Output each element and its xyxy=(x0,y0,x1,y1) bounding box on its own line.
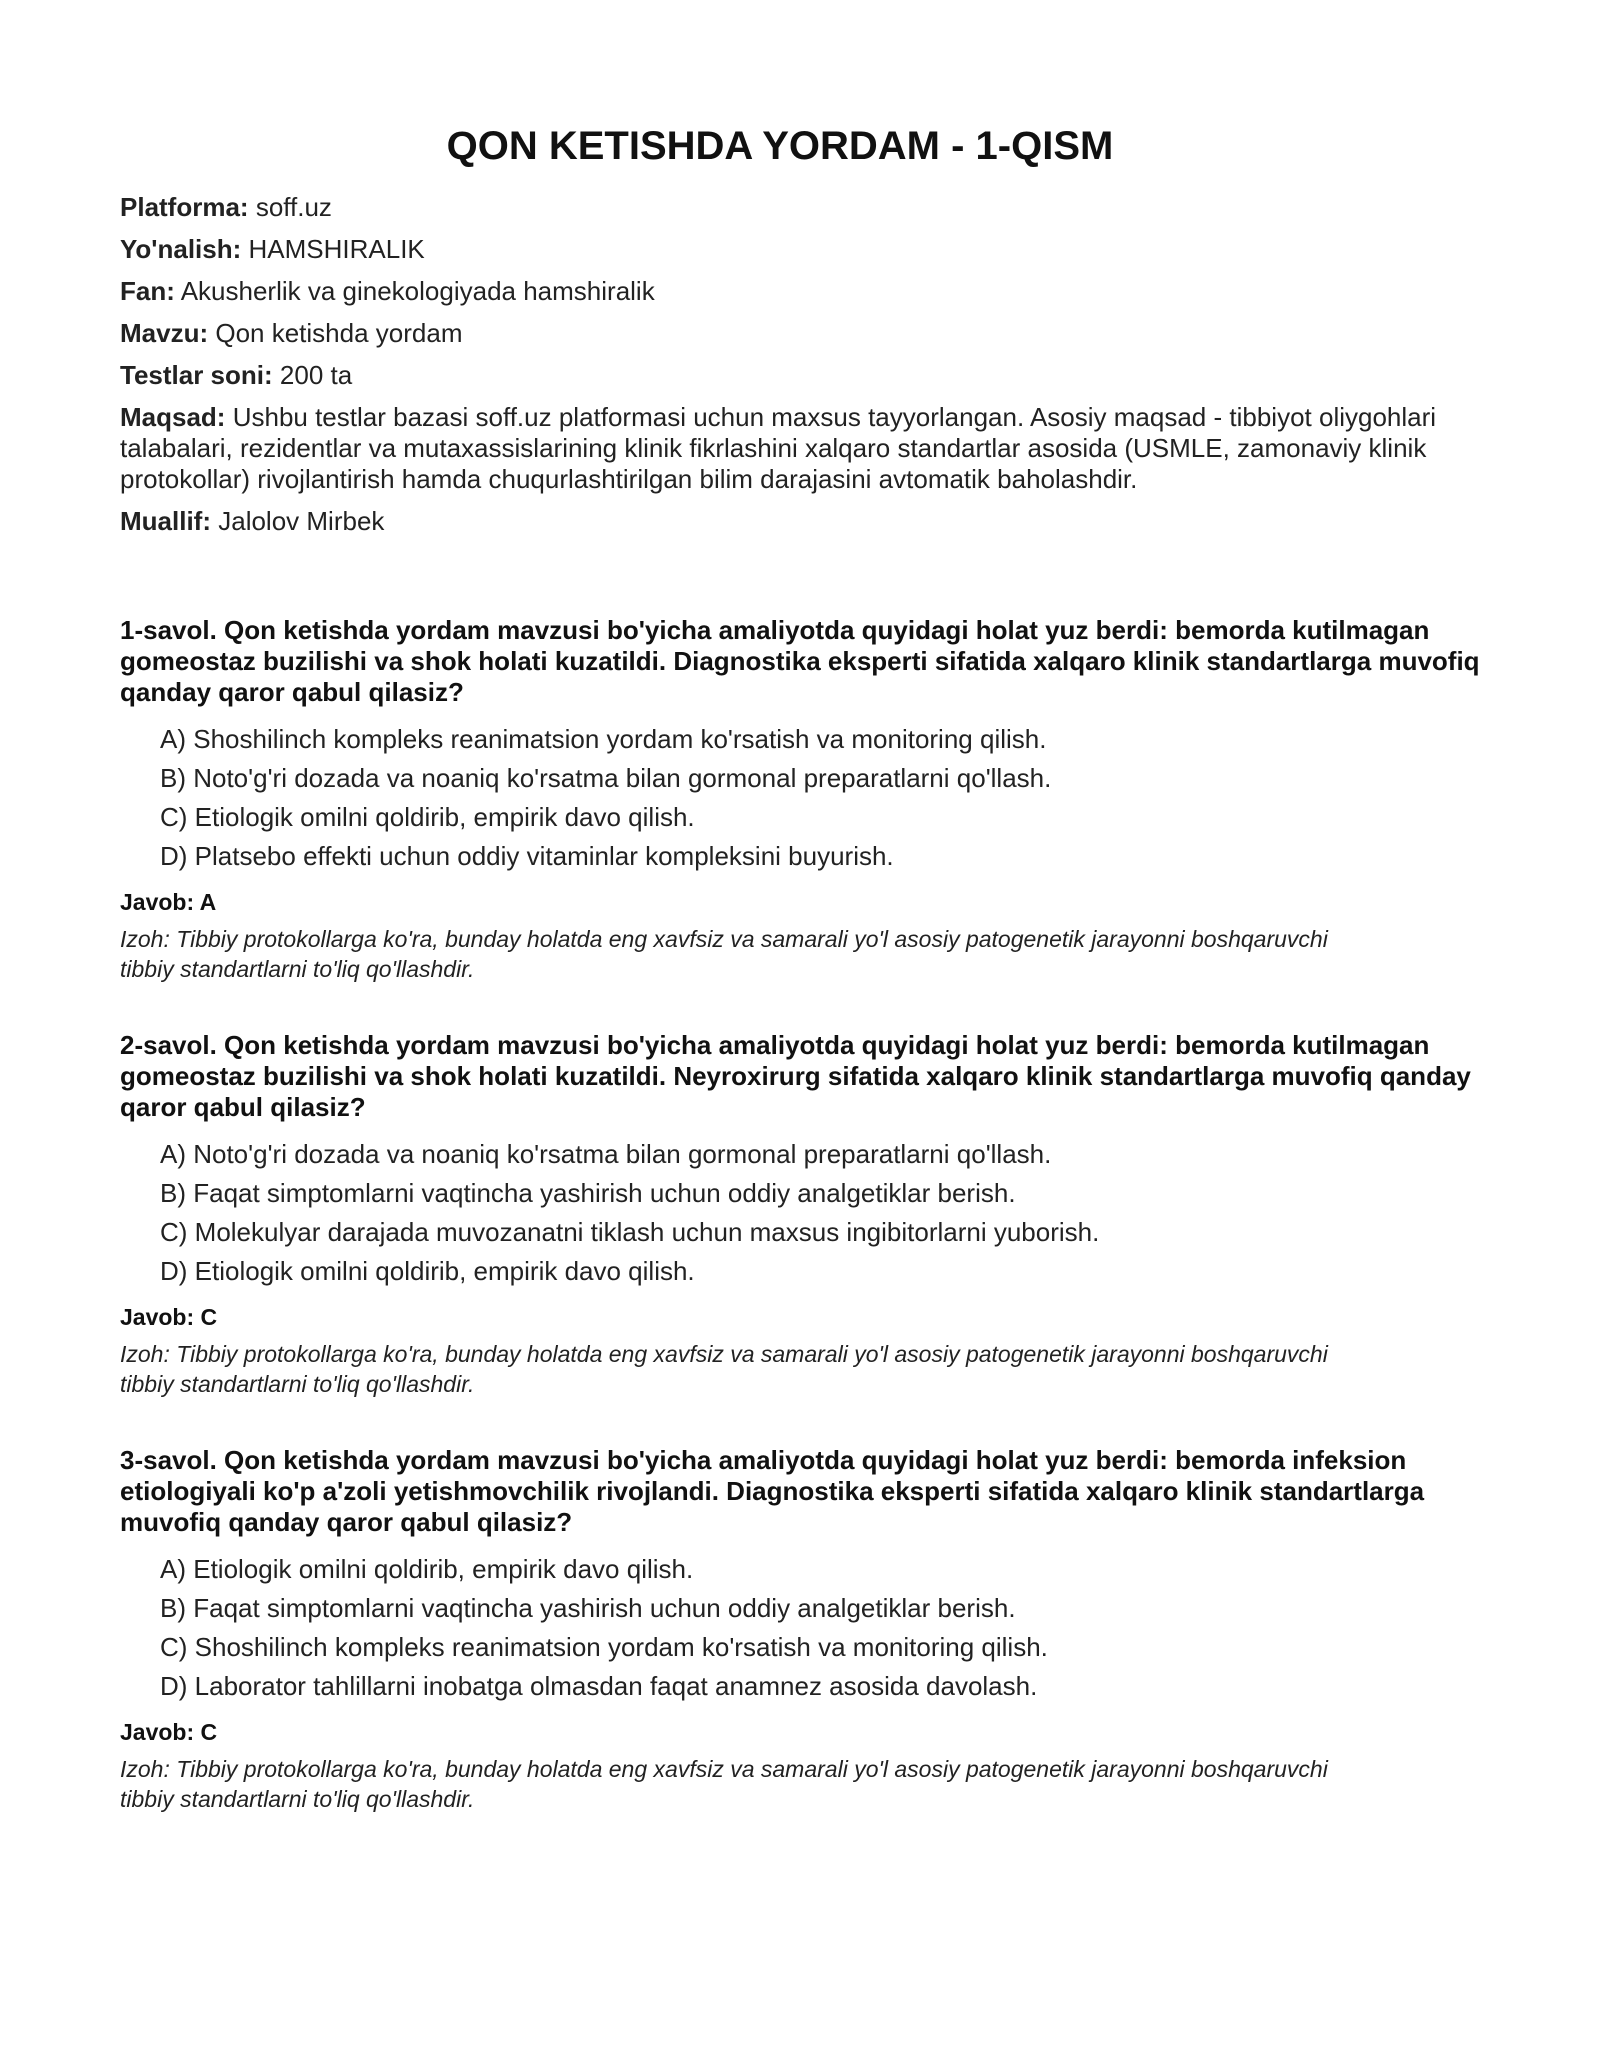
document-page xyxy=(120,0,1480,1860)
option-c: C) Etiologik omilni qoldirib, empirik davo qilish. xyxy=(160,802,695,832)
question-list xyxy=(120,615,1480,1814)
question-item xyxy=(120,1030,1480,1399)
option-list xyxy=(120,1139,1480,1287)
meta-platforma-label: Platforma: xyxy=(120,192,249,222)
option-a: A) Noto'g'ri dozada va noaniq ko'rsatma bilan gormonal preparatlarni qo'llash. xyxy=(160,1139,1052,1169)
question-text: 1-savol. Qon ketishda yordam mavzusi bo'yicha amaliyotda quyidagi holat yuz berdi: bemorda kutilmagan gomeostaz buzilishi va shok holati kuzatildi. Diagnostika eksperti sifatida xalqaro klinik standartlarga muvofiq qanday qaror qabul qilasiz? xyxy=(120,615,1480,707)
answer-line: Javob: C xyxy=(120,1719,218,1745)
meta-platforma-value: soff.uz xyxy=(255,192,332,222)
question-text: 3-savol. Qon ketishda yordam mavzusi bo'yicha amaliyotda quyidagi holat yuz berdi: bemorda infeksion etiologiyali ko'p a'zoli yetishmovchilik rivojlandi. Diagnostika eksperti sifatida xalqaro klinik standartlarga muvofiq qanday qaror qabul qilasiz? xyxy=(120,1445,1425,1537)
explanation-text: Izoh: Tibbiy protokollarga ko'ra, bunday holatda eng xavfsiz va samarali yo'l asosiy patogenetik jarayonni boshqaruvchi tibbiy standartlarni to'liq qo'llashdir. xyxy=(120,1341,1328,1397)
meta-muallif xyxy=(120,506,1450,537)
meta-yonalish xyxy=(120,234,1450,265)
option-d: D) Laborator tahlillarni inobatga olmasdan faqat anamnez asosida davolash. xyxy=(160,1671,1038,1701)
meta-fan-label: Fan: xyxy=(120,276,175,306)
meta-yonalish-value: HAMSHIRALIK xyxy=(248,234,425,264)
option-a: A) Etiologik omilni qoldirib, empirik davo qilish. xyxy=(160,1554,694,1584)
option-c: C) Shoshilinch kompleks reanimatsion yordam ko'rsatish va monitoring qilish. xyxy=(160,1632,1048,1662)
question-item xyxy=(120,1445,1480,1814)
option-d: D) Platsebo effekti uchun oddiy vitaminlar kompleksini buyurish. xyxy=(160,841,894,871)
meta-yonalish-label: Yo'nalish: xyxy=(120,234,242,264)
meta-muallif-label: Muallif: xyxy=(120,506,211,536)
option-b: B) Faqat simptomlarni vaqtincha yashirish uchun oddiy analgetiklar berish. xyxy=(160,1178,1016,1208)
answer-line: Javob: A xyxy=(120,889,217,915)
option-a: A) Shoshilinch kompleks reanimatsion yordam ko'rsatish va monitoring qilish. xyxy=(160,724,1047,754)
meta-mavzu-label: Mavzu: xyxy=(120,318,209,348)
meta-mavzu-value: Qon ketishda yordam xyxy=(215,318,463,348)
option-c: C) Molekulyar darajada muvozanatni tiklash uchun maxsus ingibitorlarni yuborish. xyxy=(160,1217,1100,1247)
meta-testlar-value: 200 ta xyxy=(279,360,353,390)
option-b: B) Noto'g'ri dozada va noaniq ko'rsatma bilan gormonal preparatlarni qo'llash. xyxy=(160,763,1052,793)
meta-fan-value: Akusherlik va ginekologiyada hamshiralik xyxy=(180,276,655,306)
option-b: B) Faqat simptomlarni vaqtincha yashirish uchun oddiy analgetiklar berish. xyxy=(160,1593,1016,1623)
option-list xyxy=(120,724,1480,872)
option-list xyxy=(120,1554,1480,1702)
meta-mavzu xyxy=(120,318,1450,349)
meta-maqsad xyxy=(120,402,1450,495)
question-text: 2-savol. Qon ketishda yordam mavzusi bo'yicha amaliyotda quyidagi holat yuz berdi: bemorda kutilmagan gomeostaz buzilishi va shok holati kuzatildi. Neyroxirurg sifatida xalqaro klinik standartlarga muvofiq qanday qaror qabul qilasiz? xyxy=(120,1030,1471,1122)
meta-fan xyxy=(120,276,1450,307)
meta-maqsad-value: Ushbu testlar bazasi soff.uz platformasi uchun maxsus tayyorlangan. Asosiy maqsad - tibbiyot oliygohlari talabalari, rezidentlar va mutaxassislarining klinik fikrlashini xalqaro standartlar asosida (USMLE, zamonaviy klinik protokollar) rivojlantirish hamda chuqurlashtirilgan bilim darajasini avtomatik baholashdir. xyxy=(120,402,1437,494)
meta-muallif-value: Jalolov Mirbek xyxy=(218,506,385,536)
meta-testlar-label: Testlar soni: xyxy=(120,360,273,390)
option-d: D) Etiologik omilni qoldirib, empirik davo qilish. xyxy=(160,1256,695,1286)
question-item xyxy=(120,615,1480,984)
meta-maqsad-label: Maqsad: xyxy=(120,402,226,432)
explanation-text: Izoh: Tibbiy protokollarga ko'ra, bunday holatda eng xavfsiz va samarali yo'l asosiy patogenetik jarayonni boshqaruvchi tibbiy standartlarni to'liq qo'llashdir. xyxy=(120,926,1328,982)
page-title: QON KETISHDA YORDAM - 1-QISM xyxy=(446,124,1114,168)
meta-block xyxy=(120,192,1480,537)
explanation-text: Izoh: Tibbiy protokollarga ko'ra, bunday holatda eng xavfsiz va samarali yo'l asosiy patogenetik jarayonni boshqaruvchi tibbiy standartlarni to'liq qo'llashdir. xyxy=(120,1756,1328,1812)
meta-testlar xyxy=(120,360,1450,391)
answer-line: Javob: C xyxy=(120,1304,218,1330)
meta-platforma xyxy=(120,192,1450,223)
